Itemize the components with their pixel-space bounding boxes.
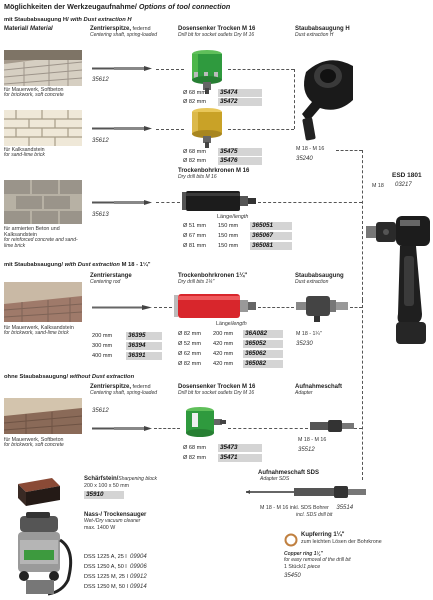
socket-part: 35472 [218, 98, 262, 106]
material-caption-2 [4, 147, 84, 159]
core114-dia: Ø 52 mm [178, 341, 202, 347]
socket-drill-header-de: Dosensenker Trocken M 16 [178, 384, 256, 390]
centering-rod-header-en: Centering rod [90, 278, 121, 285]
copper-part: 35450 [284, 572, 301, 579]
socket-row [183, 98, 262, 106]
core114-row [178, 350, 283, 358]
title-de: Möglichkeiten der Werkzeugaufnahme/ [4, 2, 137, 11]
material-photo-sandlime [4, 110, 82, 146]
core114-part: 365052 [243, 340, 283, 348]
sharpening-title: Schärfstein/ [84, 476, 119, 482]
centering-part-4: 35612 [92, 408, 109, 414]
vacuum-power: max. 1400 W [84, 524, 116, 531]
material-caption-1 [4, 87, 84, 99]
rod-part: 36395 [126, 332, 162, 340]
section-none [4, 374, 134, 381]
centering-en-suffix: spring-loaded [126, 31, 158, 38]
copper-desc: zum leichten Lösen der Bohrkrone [301, 538, 382, 545]
socket-row [183, 444, 262, 452]
core114-len: 420 mm [213, 361, 234, 367]
section-label-en: without Dust extraction [69, 374, 135, 380]
material-caption-4 [4, 325, 74, 337]
length-de: Länge/ [217, 214, 234, 220]
dry-core-red-icon [174, 293, 256, 319]
sds-title: Aufnahmeschaft SDS [258, 470, 320, 476]
socket-drill-header [178, 26, 255, 39]
connector-line [354, 428, 362, 429]
core114-dia: Ø 62 mm [178, 351, 202, 357]
material-de: für Mauerwerk, Kalksandstein [4, 325, 74, 331]
core-dia: Ø 51 mm [183, 223, 207, 229]
centering-header-de: Zentrierspitze, [90, 384, 132, 390]
material-de: für Kalksandstein [4, 147, 45, 153]
dry-core-114-header-de: Trockenbohrkronen 1¼" [178, 273, 248, 279]
sharpening-title-en: Sharpening block [118, 476, 157, 482]
core-row [183, 232, 292, 240]
section-h-extraction [4, 17, 132, 24]
centering-part-2: 35612 [92, 138, 109, 144]
core-dia: Ø 81 mm [183, 243, 207, 249]
core114-row [178, 340, 283, 348]
section-m18 [4, 262, 150, 269]
material-de: für Mauerwerk, Softbeton [4, 437, 64, 443]
core-dia: Ø 67 mm [183, 233, 207, 239]
material-de: für armierten Beton und Kalksandstein [4, 226, 60, 239]
adapter-shaft-icon [310, 420, 354, 432]
socket-dia: Ø 82 mm [183, 99, 207, 105]
vacuum-title: Nass-/ Trockensauger [84, 512, 147, 518]
adapter-size: M 18 - M 16 [298, 437, 327, 443]
extraction-header-en: Dust extraction [295, 278, 329, 285]
centering-header-2 [90, 384, 160, 397]
rod-len: 300 mm [92, 343, 113, 349]
material-header [4, 26, 53, 33]
connector-line [156, 129, 184, 130]
vacuum-row [84, 564, 147, 571]
socket-dia: Ø 82 mm [183, 455, 207, 461]
rod-row [92, 342, 162, 350]
sharpening-block-icon [12, 478, 62, 508]
vacuum-part: 09914 [130, 584, 147, 590]
section-label: mit Staubabsaugung H/ [4, 17, 69, 23]
centering-part-1: 35612 [92, 77, 109, 83]
vacuum-row [84, 584, 147, 591]
copper-info [301, 532, 382, 545]
section-suffix: M 18 - 1¼" [121, 262, 151, 268]
dust-extraction-m18-icon [296, 292, 348, 322]
core-len: 150 mm [218, 243, 239, 249]
core114-row [178, 360, 283, 368]
connector-line [362, 150, 363, 300]
sds-part: 35514 [336, 505, 354, 511]
centering-en-suffix: spring-loaded [126, 389, 158, 396]
centering-header-en: Centering shaft, [90, 389, 126, 396]
rod-row [92, 332, 162, 340]
socket-drill-green-icon [188, 48, 226, 94]
vacuum-part: 09912 [130, 574, 147, 580]
material-header-en: Material [30, 26, 53, 32]
vacuum-model: DSS 1250 A, 50 l [84, 564, 127, 570]
socket-dia: Ø 68 mm [183, 149, 207, 155]
connector-line [156, 69, 184, 70]
copper-qty: 1 Stück/ [284, 563, 304, 570]
socket-drill-header-en: Drill bit for socket outlets Dry M 16 [178, 31, 255, 38]
centering-suffix: federnd [132, 384, 151, 390]
core114-len: 420 mm [213, 351, 234, 357]
extraction-h-header-de: Staubabsaugung H [295, 26, 350, 32]
rod-part: 36394 [126, 342, 162, 350]
vacuum-model: DSS 1250 M, 50 l [84, 584, 128, 590]
sds-title-en: Adapter SDS [260, 475, 290, 482]
core-part: 365051 [250, 222, 292, 230]
socket-drill-header-en: Drill bit for socket outlets Dry M 16 [178, 389, 255, 396]
socket-part: 35471 [218, 454, 262, 462]
material-en: for brickwork, soft concrete [4, 442, 64, 449]
centering-shaft-icon [92, 426, 152, 431]
core114-part: 36A082 [243, 330, 283, 338]
vacuum-model: DSS 1225 M, 25 l [84, 574, 128, 580]
dry-core-header [178, 168, 249, 181]
copper-qty-en: 1 piece [303, 563, 321, 570]
core-len: 150 mm [218, 223, 239, 229]
connector-line [228, 129, 294, 130]
sharpening-part: 35910 [84, 491, 124, 499]
core114-row [178, 330, 283, 338]
extraction-header [295, 273, 344, 286]
dry-core-114-header-en: Dry drill bits 1¼" [178, 278, 215, 285]
vacuum-row [84, 574, 147, 581]
section-label-en: with Dust extraction [64, 262, 120, 268]
centering-rod-header [90, 273, 132, 286]
connector-line [154, 428, 180, 429]
socket-row [183, 454, 262, 462]
copper-desc-en: for easy removal of the drill bit [284, 556, 351, 563]
vacuum-part: 09906 [130, 564, 147, 570]
centering-header-en: Centering shaft, [90, 31, 126, 38]
adapter-part: 35512 [298, 447, 315, 453]
length-label [217, 214, 248, 220]
length-de: Länge/ [216, 321, 233, 327]
sharpening-size: 200 x 100 x 50 mm [84, 482, 130, 489]
material-de: für Mauerwerk, Softbeton [4, 87, 64, 93]
sds-header [258, 470, 319, 483]
sds-line-en: incl. SDS drill bit [296, 512, 333, 518]
drill-m18: M 18 [372, 183, 384, 189]
socket-part: 35475 [218, 148, 262, 156]
centering-shaft-icon [92, 200, 152, 205]
sds-line-de: M 18 - M 16 inkl. SDS Bohrer [260, 505, 329, 511]
core114-len: 200 mm [213, 331, 234, 337]
centering-rod-header-de: Zentrierstange [90, 273, 132, 279]
dust-extraction-h-icon [298, 52, 360, 142]
length-label [216, 321, 247, 327]
copper-title: Kupferring 1¼" [301, 532, 345, 538]
connector-line [294, 69, 295, 129]
core-row [183, 222, 292, 230]
socket-part: 35476 [218, 157, 262, 165]
connector-line [154, 307, 172, 308]
connector-line [228, 69, 294, 70]
vacuum-model: DSS 1225 A, 25 l [84, 554, 127, 560]
connector-line [362, 300, 363, 480]
socket-part: 35474 [218, 89, 262, 97]
socket-dia: Ø 68 mm [183, 90, 207, 96]
rod-row [92, 352, 162, 360]
material-en: for brickwork, soft concrete [4, 92, 64, 99]
copper-title-en: Copper ring 1¼" [284, 551, 324, 557]
sds-adapter-icon [246, 486, 366, 498]
material-photo-brick-1 [4, 50, 82, 86]
material-photo-brick-2 [4, 282, 82, 322]
core-len: 150 mm [218, 233, 239, 239]
material-photo-concrete [4, 180, 82, 224]
rod-part: 36391 [126, 352, 162, 360]
material-caption-3 [4, 226, 86, 250]
extraction-header-de: Staubabsaugung [295, 273, 344, 279]
vacuum-cleaner-icon [6, 510, 78, 598]
socket-drill-gold-icon [188, 106, 226, 148]
core114-part: 365062 [243, 350, 283, 358]
vacuum-info [84, 512, 146, 531]
centering-header-de: Zentrierspitze, [90, 26, 132, 32]
rod-len: 400 mm [92, 353, 113, 359]
drill-label: ESD 1801 [392, 172, 422, 179]
core114-len: 420 mm [213, 341, 234, 347]
centering-part-3: 35613 [92, 212, 109, 218]
centering-shaft-icon [92, 126, 152, 131]
ext-h-part: 35240 [296, 156, 313, 162]
socket-row [183, 148, 262, 156]
ext-m18-size: M 18 - 1¼" [296, 331, 322, 337]
material-header-de: Material/ [4, 26, 29, 32]
dry-core-black-icon [182, 190, 256, 212]
copper-info-en [284, 552, 351, 579]
drill-esd1801-icon [366, 196, 432, 346]
ext-m18-part: 35230 [296, 341, 313, 347]
rod-len: 200 mm [92, 333, 113, 339]
page-title [4, 3, 230, 11]
section-label: ohne Staubabsaugung/ [4, 374, 69, 380]
adapter-header-de: Aufnahmeschaft [295, 384, 343, 390]
material-en: for reinforced concrete and sand-lime brick [4, 237, 78, 249]
ext-h-size: M 18 - M 16 [296, 146, 325, 152]
socket-drill-header-2 [178, 384, 255, 397]
section-label: mit Staubabsaugung/ [4, 262, 63, 268]
dry-core-114-header [178, 273, 247, 286]
connector-line [228, 428, 308, 429]
connector-line [258, 202, 362, 203]
connector-line [258, 307, 294, 308]
vacuum-row [84, 554, 147, 561]
vacuum-part: 09904 [130, 554, 147, 560]
centering-header [90, 26, 160, 39]
material-photo-brick-3 [4, 398, 82, 434]
dry-core-header-de: Trockenbohrkronen M 16 [178, 168, 250, 174]
core114-dia: Ø 82 mm [178, 361, 202, 367]
socket-drill-green-2-icon [182, 405, 226, 441]
socket-row [183, 89, 262, 97]
core-row [183, 242, 292, 250]
sds-line [260, 505, 353, 512]
centering-rod-icon [92, 305, 152, 310]
socket-part: 35473 [218, 444, 262, 452]
centering-shaft-icon [92, 66, 152, 71]
sharpening-info [84, 476, 157, 499]
title-en: Options of tool connection [138, 2, 231, 11]
section-label-en: with Dust extraction H [70, 17, 132, 23]
socket-dia: Ø 68 mm [183, 445, 207, 451]
copper-ring-icon [284, 533, 298, 547]
length-en: length [233, 214, 249, 220]
adapter-header [295, 384, 342, 397]
core114-dia: Ø 82 mm [178, 331, 202, 337]
material-caption-5 [4, 437, 84, 449]
drill-part: 03217 [395, 182, 412, 188]
material-en: for sand-lime brick [4, 152, 45, 159]
adapter-header-en: Adapter [295, 389, 313, 396]
socket-dia: Ø 82 mm [183, 158, 207, 164]
length-en: length [232, 321, 247, 327]
core114-part: 365082 [243, 360, 283, 368]
socket-row [183, 157, 262, 165]
dry-core-header-en: Dry drill bits M 16 [178, 173, 217, 180]
core-part: 365067 [250, 232, 292, 240]
core-part: 365081 [250, 242, 292, 250]
socket-drill-header-de: Dosensenker Trocken M 16 [178, 26, 256, 32]
connector-line [350, 307, 362, 308]
extraction-h-header-en: Dust extraction H [295, 31, 334, 38]
centering-suffix: federnd [132, 26, 151, 32]
extraction-h-header [295, 26, 350, 39]
material-en: for brickwork, sand-lime brick [4, 330, 69, 337]
connector-line [336, 150, 362, 151]
connector-line [156, 202, 180, 203]
vacuum-title-en: Wet-/Dry vacuum cleaner [84, 517, 141, 524]
